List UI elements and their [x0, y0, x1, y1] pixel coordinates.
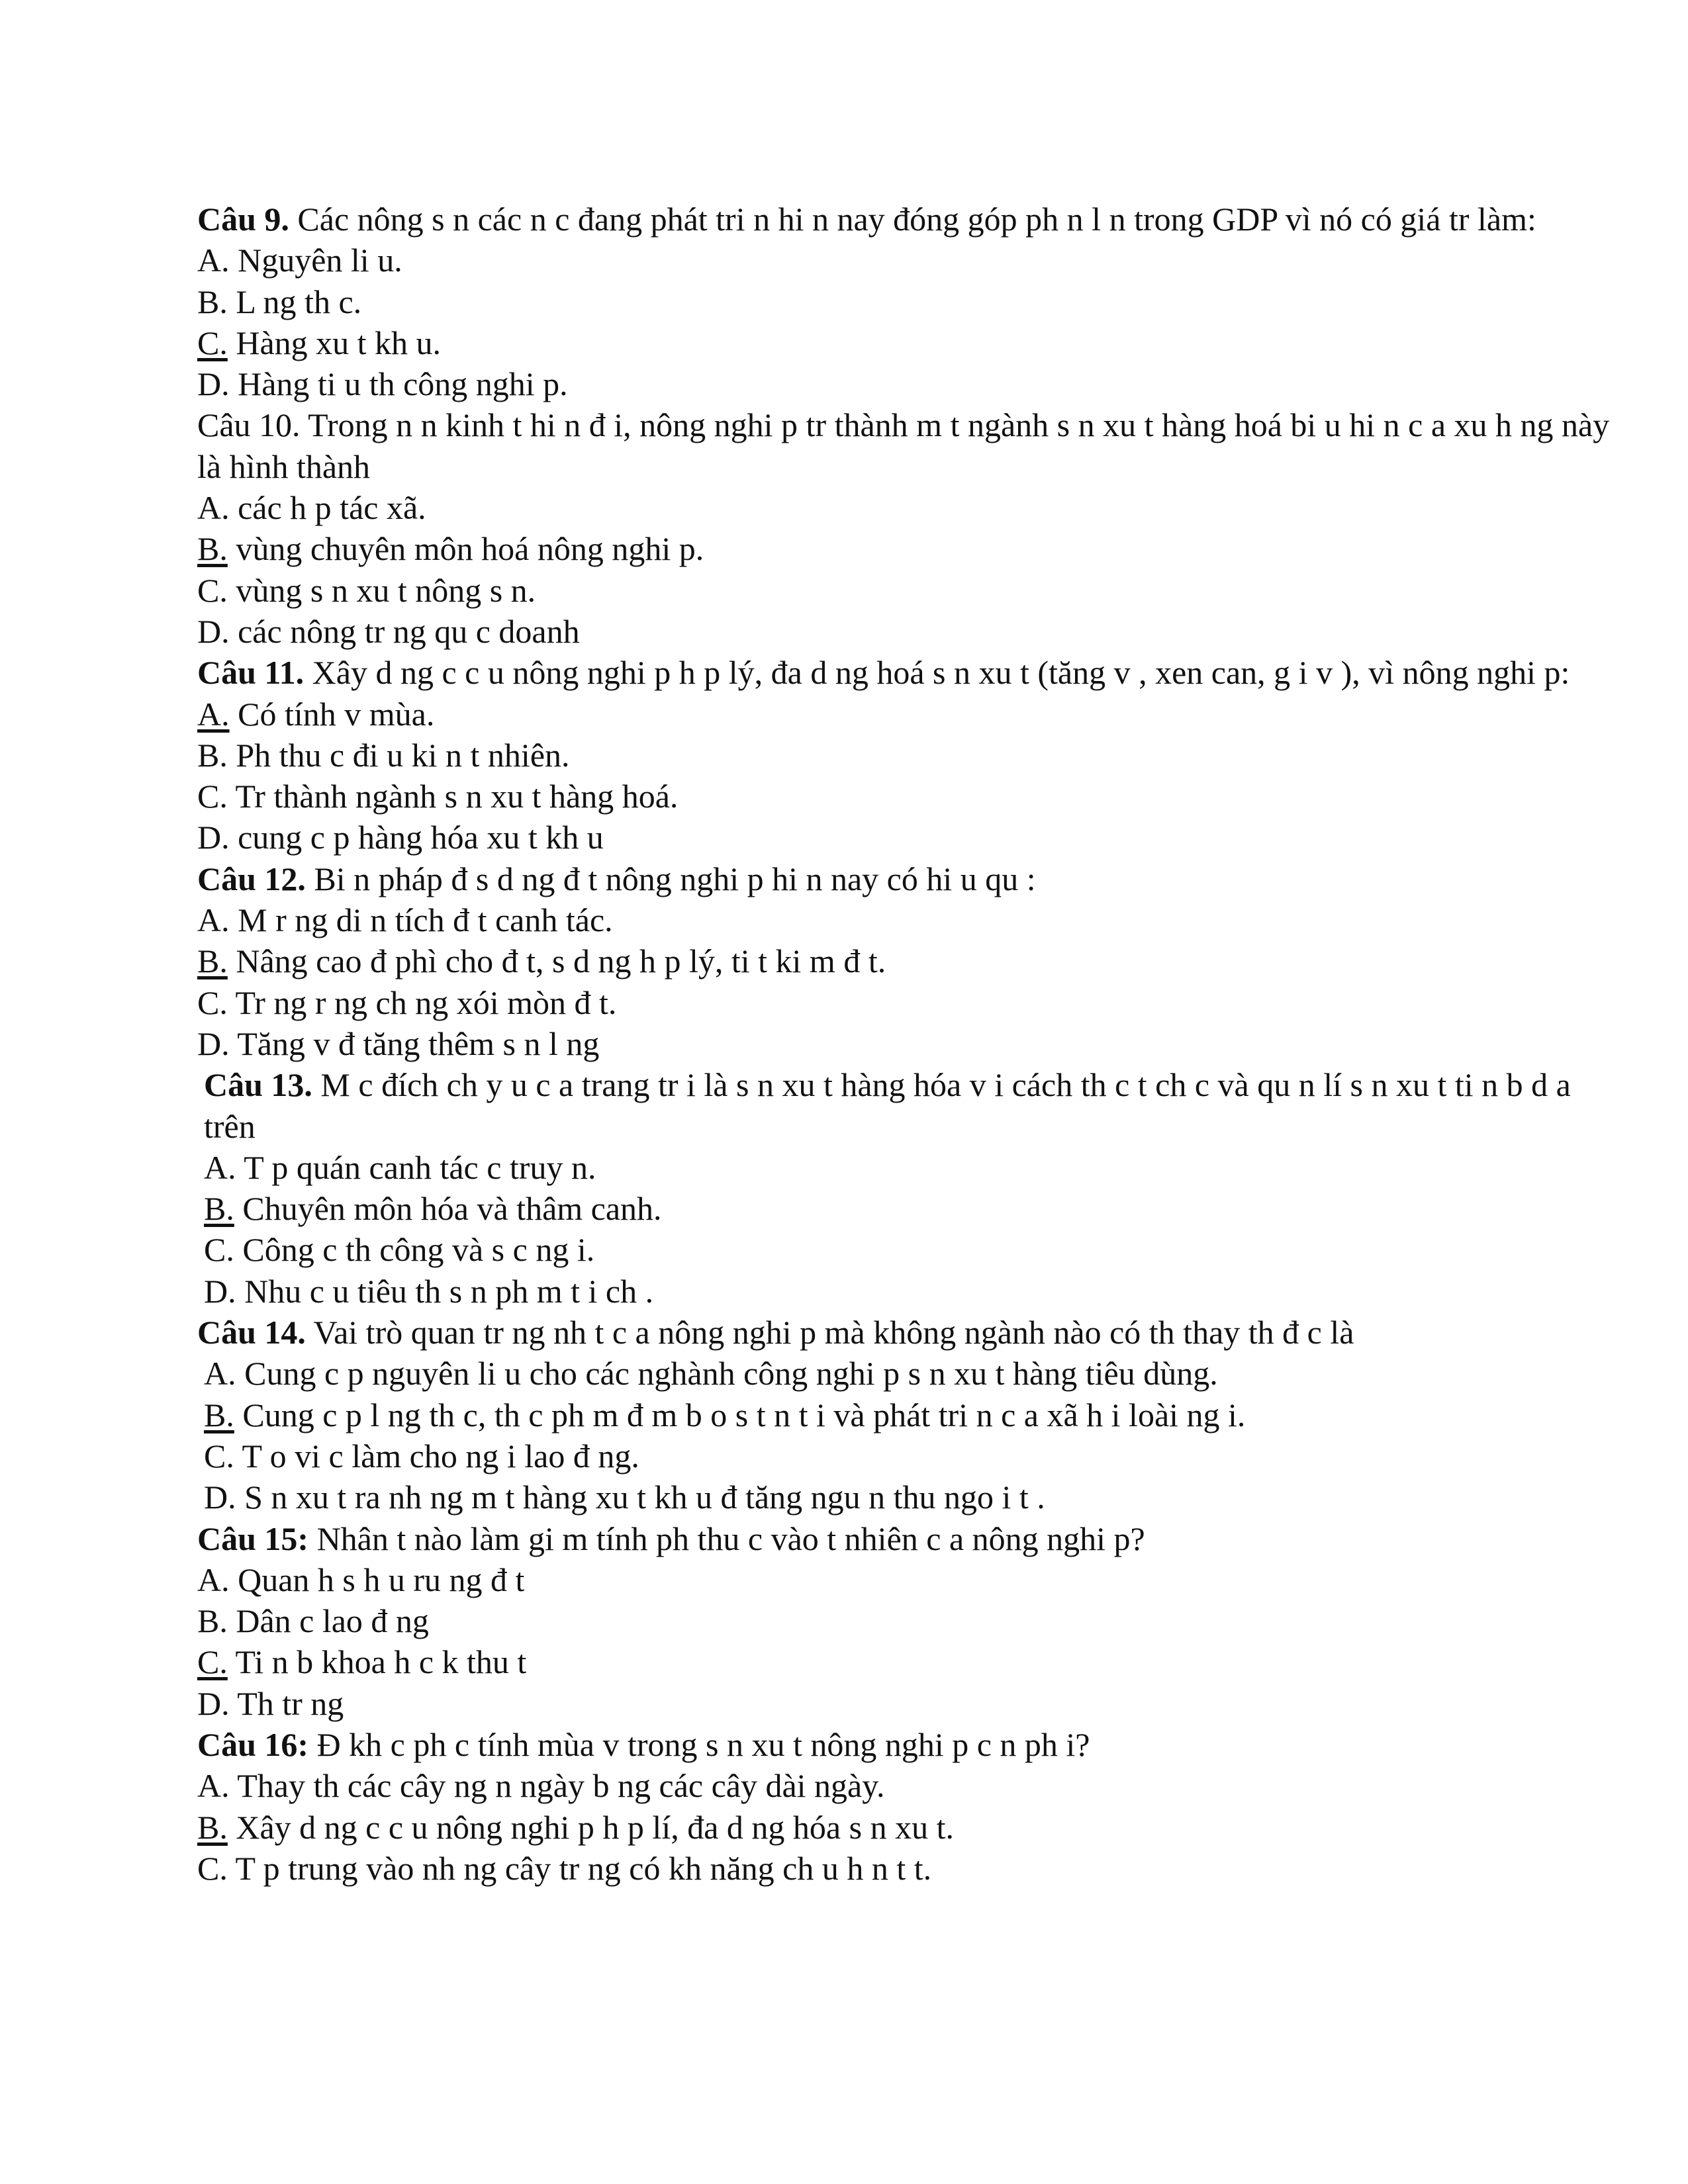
- question-16: [197, 1724, 1614, 1765]
- option-b-correct: [197, 528, 1614, 569]
- option-text: Công c th công và s c ng i.: [242, 1231, 595, 1269]
- option-letter-correct: B.: [204, 1396, 234, 1433]
- question-11: [197, 652, 1614, 693]
- option-d: [197, 1271, 1614, 1312]
- option-text: Cung c p l ng th c, th c ph m đ m b o s t n t i và phát tri n c a xã h i loài ng i.: [242, 1396, 1246, 1433]
- option-letter: D.: [197, 1024, 230, 1062]
- option-letter: C.: [197, 983, 228, 1021]
- option-letter: D.: [197, 1684, 230, 1722]
- option-letter-correct: B.: [204, 1190, 234, 1228]
- option-c: [197, 1229, 1614, 1270]
- option-d: [197, 817, 1614, 858]
- option-text: S n xu t ra nh ng m t hàng xu t kh u đ tăng ngu n thu ngo i t .: [244, 1479, 1045, 1516]
- option-d: [197, 1023, 1614, 1064]
- option-a: [197, 240, 1614, 281]
- option-text: Tr ng r ng ch ng xói mòn đ t.: [235, 983, 617, 1021]
- option-text: các h p tác xã.: [238, 489, 426, 527]
- option-c: [197, 570, 1614, 611]
- option-text: Th tr ng: [237, 1684, 344, 1722]
- option-text: Nguyên li u.: [238, 242, 402, 279]
- option-letter: A.: [197, 489, 230, 527]
- question-text: Đ kh c ph c tính mùa v trong s n xu t nông nghi p c n ph i?: [316, 1725, 1090, 1763]
- option-letter: D.: [197, 819, 230, 856]
- question-12: [197, 858, 1614, 899]
- option-letter: A.: [197, 1561, 230, 1598]
- option-text: Quan h s h u ru ng đ t: [238, 1561, 525, 1598]
- option-c-correct: [197, 322, 1614, 363]
- option-text: T o vi c làm cho ng i lao đ ng.: [242, 1437, 639, 1475]
- question-10: [197, 404, 1614, 487]
- option-letter: B.: [197, 283, 228, 320]
- option-letter: C.: [204, 1231, 234, 1269]
- question-text: Bi n pháp đ s d ng đ t nông nghi p hi n nay có hi u qu :: [314, 860, 1036, 897]
- option-letter: C.: [197, 571, 228, 609]
- option-text: Chuyên môn hóa và thâm canh.: [242, 1190, 662, 1228]
- option-letter-correct: B.: [197, 530, 228, 568]
- option-d: [197, 611, 1614, 652]
- option-letter: A.: [197, 1767, 230, 1805]
- question-label: Câu 12.: [197, 860, 306, 897]
- option-letter-correct: B.: [197, 942, 228, 980]
- option-text: Thay th các cây ng n ngày b ng các cây dài ngày.: [237, 1767, 885, 1805]
- option-text: Xây d ng c c u nông nghi p h p lí, đa d ng hóa s n xu t.: [236, 1808, 954, 1846]
- option-text: Tr thành ngành s n xu t hàng hoá.: [235, 778, 679, 815]
- option-letter: D.: [204, 1479, 236, 1516]
- option-b: [197, 281, 1614, 322]
- option-letter-correct: C.: [197, 1643, 228, 1681]
- question-text: Vai trò quan tr ng nh t c a nông nghi p mà không ngành nào có th thay th đ c là: [313, 1314, 1354, 1351]
- option-a: [197, 1353, 1614, 1394]
- option-text: Nhu c u tiêu th s n ph m t i ch .: [244, 1272, 654, 1310]
- option-text: Có tính v mùa.: [238, 695, 435, 733]
- question-text: Nhân t nào làm gi m tính ph thu c vào t nhiên c a nông nghi p?: [316, 1520, 1145, 1557]
- question-label: Câu 13.: [204, 1066, 312, 1104]
- option-letter-correct: A.: [197, 695, 230, 733]
- question-13: [197, 1064, 1614, 1147]
- question-list: [197, 199, 1614, 1889]
- option-letter: B.: [197, 1602, 228, 1640]
- option-b: [197, 1600, 1614, 1641]
- option-b-correct: [197, 940, 1614, 981]
- option-text: L ng th c.: [236, 283, 362, 320]
- option-letter: C.: [197, 1849, 228, 1887]
- question-label: Câu 16:: [197, 1725, 309, 1763]
- question-text: Các nông s n các n c đang phát tri n hi n nay đóng góp ph n l n trong GDP vì nó có giá tr làm:: [297, 201, 1536, 238]
- option-text: Ti n b khoa h c k thu t: [235, 1643, 527, 1681]
- option-text: vùng s n xu t nông s n.: [236, 571, 536, 609]
- option-d: [197, 1477, 1614, 1518]
- option-text: Tăng v đ tăng thêm s n l ng: [237, 1024, 600, 1062]
- option-b: [197, 735, 1614, 776]
- question-14: [197, 1312, 1614, 1353]
- option-c: [197, 1435, 1614, 1477]
- question-text: Trong n n kinh t hi n đ i, nông nghi p tr thành m t ngành s n xu t hàng hoá bi u hi n c a xu h ng này là hình thành: [197, 406, 1610, 485]
- option-a-correct: [197, 694, 1614, 735]
- option-letter: C.: [204, 1437, 234, 1475]
- option-text: M r ng di n tích đ t canh tác.: [238, 901, 613, 939]
- question-9: [197, 199, 1614, 240]
- option-text: Cung c p nguyên li u cho các nghành công nghi p s n xu t hàng tiêu dùng.: [244, 1355, 1218, 1392]
- option-c: [197, 776, 1614, 817]
- option-letter: D.: [204, 1272, 236, 1310]
- question-label: Câu 11.: [197, 654, 305, 692]
- option-text: T p trung vào nh ng cây tr ng có kh năng ch u h n t t.: [235, 1849, 932, 1887]
- option-a: [197, 899, 1614, 940]
- option-c-correct: [197, 1641, 1614, 1682]
- option-letter: C.: [197, 778, 228, 815]
- option-text: T p quán canh tác c truy n.: [244, 1148, 596, 1186]
- option-letter: A.: [204, 1355, 236, 1392]
- option-d: [197, 363, 1614, 404]
- option-text: Dân c lao đ ng: [236, 1602, 429, 1640]
- option-text: cung c p hàng hóa xu t kh u: [238, 819, 604, 856]
- option-text: các nông tr ng qu c doanh: [238, 612, 580, 650]
- option-text: Hàng ti u th công nghi p.: [238, 365, 568, 403]
- option-text: Ph thu c đi u ki n t nhiên.: [236, 736, 570, 774]
- question-text: Xây d ng c c u nông nghi p h p lý, đa d ng hoá s n xu t (tăng v , xen can, g i v ), vì nông nghi p:: [312, 654, 1570, 692]
- option-letter: A.: [197, 901, 230, 939]
- question-label: Câu 9.: [197, 201, 289, 238]
- option-b-correct: [197, 1188, 1614, 1229]
- question-label: Câu 10.: [197, 406, 301, 444]
- option-b-correct: [197, 1807, 1614, 1848]
- option-text: vùng chuyên môn hoá nông nghi p.: [236, 530, 704, 568]
- question-text: M c đích ch y u c a trang tr i là s n xu t hàng hóa v i cách th c t ch c và qu n lí s n xu t ti n b d a trên: [204, 1066, 1571, 1145]
- question-label: Câu 15:: [197, 1520, 309, 1557]
- option-letter: A.: [197, 242, 230, 279]
- option-b-correct: [197, 1394, 1614, 1435]
- option-a: [197, 1147, 1614, 1188]
- option-letter: A.: [204, 1148, 236, 1186]
- option-letter: D.: [197, 365, 230, 403]
- option-c: [197, 982, 1614, 1023]
- question-15: [197, 1518, 1614, 1559]
- option-letter: D.: [197, 612, 230, 650]
- option-c: [197, 1848, 1614, 1889]
- option-text: Nâng cao đ phì cho đ t, s d ng h p lý, ti t ki m đ t.: [236, 942, 886, 980]
- option-a: [197, 487, 1614, 528]
- option-letter-correct: C.: [197, 324, 228, 361]
- option-letter-correct: B.: [197, 1808, 228, 1846]
- option-d: [197, 1683, 1614, 1724]
- option-a: [197, 1765, 1614, 1806]
- question-label: Câu 14.: [197, 1314, 306, 1351]
- option-letter: B.: [197, 736, 228, 774]
- option-text: Hàng xu t kh u.: [236, 324, 442, 361]
- option-a: [197, 1559, 1614, 1600]
